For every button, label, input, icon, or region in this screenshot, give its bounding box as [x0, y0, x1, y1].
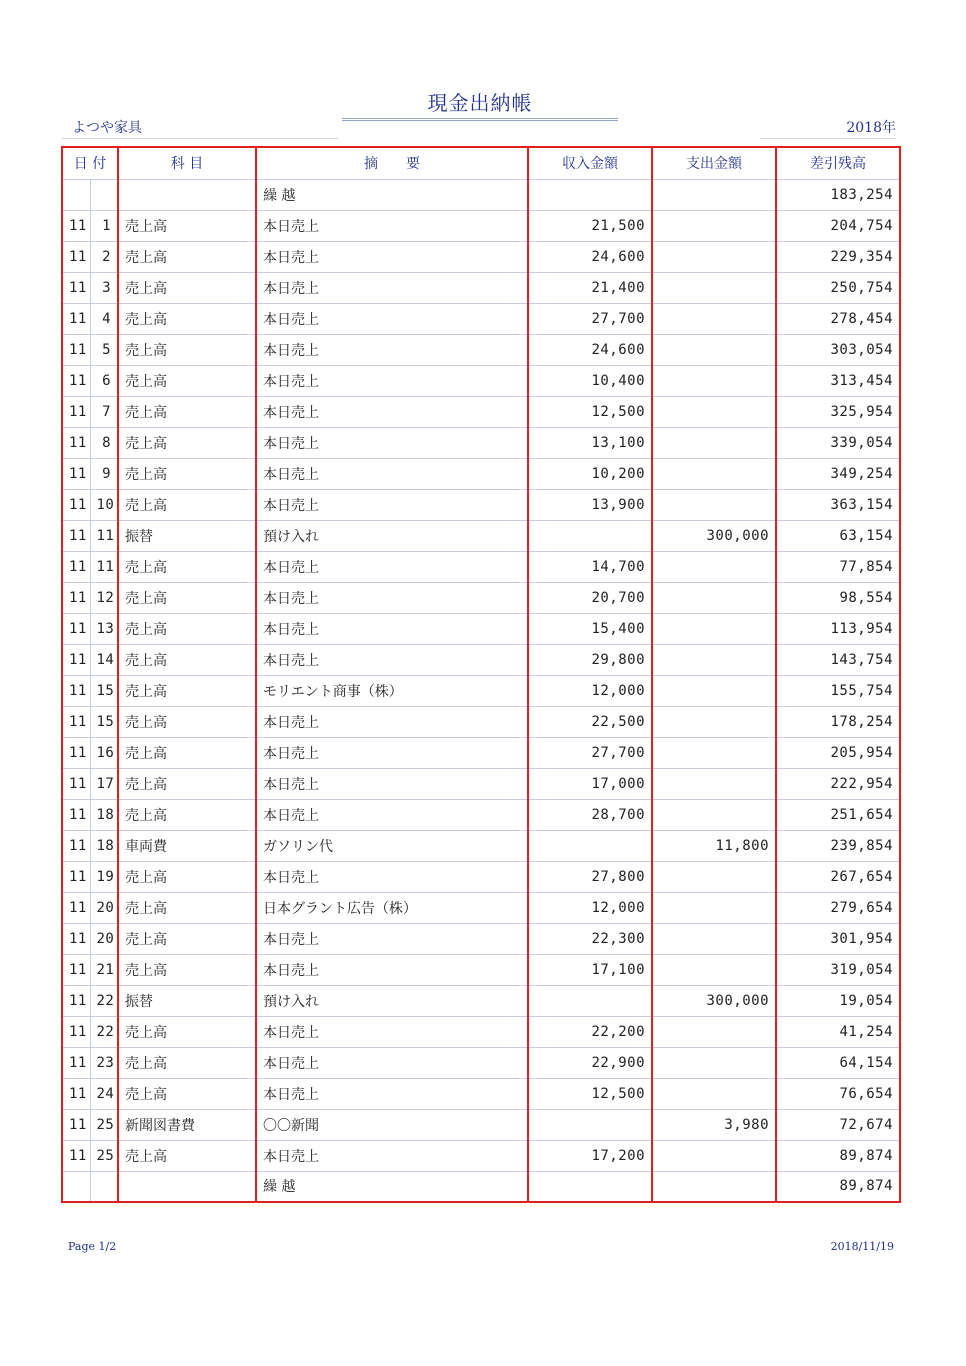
cell-summary: 本日売上: [256, 954, 528, 985]
cell-balance: 278,454: [776, 303, 900, 334]
cell-month: 11: [62, 706, 90, 737]
column-header-income: 収入金額: [528, 147, 652, 179]
cell-summary: 本日売上: [256, 613, 528, 644]
cell-balance: 98,554: [776, 582, 900, 613]
cell-month: 11: [62, 334, 90, 365]
cell-summary: 本日売上: [256, 210, 528, 241]
cell-expense: [652, 1047, 776, 1078]
cell-account: 売上高: [118, 551, 256, 582]
cell-expense: [652, 675, 776, 706]
table-row: [62, 427, 900, 458]
cell-day: [90, 179, 118, 210]
cell-account: 売上高: [118, 365, 256, 396]
cell-account: 売上高: [118, 768, 256, 799]
cell-balance: 204,754: [776, 210, 900, 241]
cell-income: 22,200: [528, 1016, 652, 1047]
cell-month: 11: [62, 985, 90, 1016]
cell-day: [90, 1171, 118, 1202]
ledger-year: 2018年: [760, 118, 896, 139]
cash-ledger-table: [61, 146, 901, 1203]
cell-account: 売上高: [118, 1047, 256, 1078]
table-row: [62, 582, 900, 613]
column-header-expense: 支出金額: [652, 147, 776, 179]
cell-month: 11: [62, 396, 90, 427]
cell-month: 11: [62, 892, 90, 923]
cell-day: 16: [90, 737, 118, 768]
column-header-summary: 摘 要: [256, 147, 528, 179]
cell-income: 10,400: [528, 365, 652, 396]
cell-summary: 本日売上: [256, 1047, 528, 1078]
cell-month: 11: [62, 861, 90, 892]
table-row: [62, 830, 900, 861]
cell-day: 12: [90, 582, 118, 613]
cell-account: 売上高: [118, 613, 256, 644]
cell-account: 売上高: [118, 1016, 256, 1047]
cell-month: 11: [62, 365, 90, 396]
table-row: [62, 923, 900, 954]
cell-expense: [652, 861, 776, 892]
cell-account: 振替: [118, 985, 256, 1016]
cell-month: 11: [62, 830, 90, 861]
cell-summary: 〇〇新聞: [256, 1109, 528, 1140]
cell-summary: 本日売上: [256, 923, 528, 954]
cell-expense: [652, 1140, 776, 1171]
cell-day: 14: [90, 644, 118, 675]
cell-summary: 本日売上: [256, 861, 528, 892]
table-row: [62, 396, 900, 427]
cell-day: 20: [90, 892, 118, 923]
cell-month: 11: [62, 799, 90, 830]
cell-expense: [652, 551, 776, 582]
cell-day: 11: [90, 520, 118, 551]
table-row: [62, 210, 900, 241]
cell-month: 11: [62, 923, 90, 954]
cell-balance: 77,854: [776, 551, 900, 582]
cell-day: 19: [90, 861, 118, 892]
cell-income: 21,400: [528, 272, 652, 303]
cell-expense: [652, 427, 776, 458]
cell-balance: 76,654: [776, 1078, 900, 1109]
cell-account: 売上高: [118, 272, 256, 303]
cell-month: 11: [62, 489, 90, 520]
cell-summary: 本日売上: [256, 768, 528, 799]
cell-account: 売上高: [118, 706, 256, 737]
cell-month: 11: [62, 272, 90, 303]
cell-day: 8: [90, 427, 118, 458]
cell-income: 14,700: [528, 551, 652, 582]
cell-day: 6: [90, 365, 118, 396]
cell-expense: 300,000: [652, 985, 776, 1016]
cell-summary: 本日売上: [256, 1078, 528, 1109]
table-row: [62, 954, 900, 985]
cell-summary: 本日売上: [256, 272, 528, 303]
cell-day: 4: [90, 303, 118, 334]
cell-balance: 313,454: [776, 365, 900, 396]
cell-account: 新聞図書費: [118, 1109, 256, 1140]
cell-day: 17: [90, 768, 118, 799]
cell-expense: [652, 396, 776, 427]
cell-expense: [652, 737, 776, 768]
table-row: [62, 985, 900, 1016]
cell-balance: 205,954: [776, 737, 900, 768]
table-row: [62, 644, 900, 675]
table-row: [62, 241, 900, 272]
cell-summary: モリエント商事（株）: [256, 675, 528, 706]
cell-account: [118, 1171, 256, 1202]
cell-expense: [652, 799, 776, 830]
cell-summary: 預け入れ: [256, 985, 528, 1016]
cell-expense: [652, 489, 776, 520]
cell-day: 25: [90, 1109, 118, 1140]
table-row: [62, 365, 900, 396]
cell-expense: 11,800: [652, 830, 776, 861]
cell-day: 20: [90, 923, 118, 954]
cell-summary: 本日売上: [256, 551, 528, 582]
cell-summary: 本日売上: [256, 241, 528, 272]
cell-income: 17,100: [528, 954, 652, 985]
cell-account: 売上高: [118, 1140, 256, 1171]
print-date: 2018/11/19: [830, 1240, 894, 1253]
cell-month: 11: [62, 582, 90, 613]
cell-income: 27,800: [528, 861, 652, 892]
cell-summary: 繰 越: [256, 179, 528, 210]
cell-expense: 3,980: [652, 1109, 776, 1140]
cell-account: 売上高: [118, 396, 256, 427]
cell-income: [528, 1109, 652, 1140]
cell-balance: 229,354: [776, 241, 900, 272]
cell-expense: [652, 613, 776, 644]
table-row: [62, 179, 900, 210]
cell-income: 12,500: [528, 1078, 652, 1109]
cell-day: 2: [90, 241, 118, 272]
cell-balance: 89,874: [776, 1171, 900, 1202]
cell-income: [528, 830, 652, 861]
cell-day: 15: [90, 675, 118, 706]
table-row: [62, 675, 900, 706]
cell-summary: 本日売上: [256, 489, 528, 520]
cell-balance: 72,674: [776, 1109, 900, 1140]
cell-summary: 本日売上: [256, 799, 528, 830]
cell-summary: 本日売上: [256, 334, 528, 365]
cell-expense: [652, 272, 776, 303]
cell-income: 21,500: [528, 210, 652, 241]
cell-expense: [652, 582, 776, 613]
table-row: [62, 1047, 900, 1078]
cell-month: 11: [62, 551, 90, 582]
cell-summary: 日本グラント広告（株）: [256, 892, 528, 923]
cell-balance: 64,154: [776, 1047, 900, 1078]
cell-expense: [652, 179, 776, 210]
cell-balance: 239,854: [776, 830, 900, 861]
cell-month: 11: [62, 954, 90, 985]
cell-income: 20,700: [528, 582, 652, 613]
header-row: [62, 147, 900, 179]
cell-month: 11: [62, 1016, 90, 1047]
table-row: [62, 520, 900, 551]
cell-account: [118, 179, 256, 210]
cell-expense: 300,000: [652, 520, 776, 551]
cell-day: 24: [90, 1078, 118, 1109]
cell-income: 27,700: [528, 303, 652, 334]
cell-expense: [652, 706, 776, 737]
cell-account: 売上高: [118, 1078, 256, 1109]
cell-income: 22,500: [528, 706, 652, 737]
cell-expense: [652, 365, 776, 396]
cell-month: 11: [62, 1109, 90, 1140]
cell-account: 売上高: [118, 923, 256, 954]
cell-balance: 222,954: [776, 768, 900, 799]
cell-expense: [652, 954, 776, 985]
cell-summary: ガソリン代: [256, 830, 528, 861]
cell-month: 11: [62, 768, 90, 799]
cell-balance: 325,954: [776, 396, 900, 427]
table-row: [62, 272, 900, 303]
cell-summary: 本日売上: [256, 644, 528, 675]
cell-account: 売上高: [118, 427, 256, 458]
cell-balance: 349,254: [776, 458, 900, 489]
table-row: [62, 1171, 900, 1202]
table-row: [62, 303, 900, 334]
table-row: [62, 768, 900, 799]
cell-balance: 339,054: [776, 427, 900, 458]
cell-income: 29,800: [528, 644, 652, 675]
cell-expense: [652, 241, 776, 272]
cell-month: 11: [62, 520, 90, 551]
table-row: [62, 1109, 900, 1140]
cell-day: 5: [90, 334, 118, 365]
cell-balance: 89,874: [776, 1140, 900, 1171]
cell-income: 13,900: [528, 489, 652, 520]
cell-income: 22,300: [528, 923, 652, 954]
cell-balance: 183,254: [776, 179, 900, 210]
cell-balance: 63,154: [776, 520, 900, 551]
cell-balance: 301,954: [776, 923, 900, 954]
cell-summary: 本日売上: [256, 458, 528, 489]
cell-income: [528, 520, 652, 551]
cell-income: 17,000: [528, 768, 652, 799]
table-row: [62, 489, 900, 520]
cell-expense: [652, 892, 776, 923]
column-header-balance: 差引残高: [776, 147, 900, 179]
cell-month: 11: [62, 644, 90, 675]
cell-summary: 本日売上: [256, 706, 528, 737]
cell-account: 振替: [118, 520, 256, 551]
cell-month: 11: [62, 737, 90, 768]
cell-income: [528, 985, 652, 1016]
cell-month: 11: [62, 1047, 90, 1078]
cell-month: 11: [62, 1078, 90, 1109]
table-row: [62, 737, 900, 768]
cell-expense: [652, 210, 776, 241]
cell-balance: 155,754: [776, 675, 900, 706]
cell-month: 11: [62, 613, 90, 644]
cell-balance: 19,054: [776, 985, 900, 1016]
cell-expense: [652, 923, 776, 954]
column-header-account: 科 目: [118, 147, 256, 179]
cell-account: 売上高: [118, 675, 256, 706]
cell-day: 21: [90, 954, 118, 985]
cell-account: 売上高: [118, 241, 256, 272]
cell-summary: 本日売上: [256, 737, 528, 768]
cell-balance: 319,054: [776, 954, 900, 985]
cell-account: 売上高: [118, 458, 256, 489]
table-row: [62, 1140, 900, 1171]
cell-income: 12,000: [528, 892, 652, 923]
cell-day: 13: [90, 613, 118, 644]
cell-income: 15,400: [528, 613, 652, 644]
cell-income: 24,600: [528, 334, 652, 365]
cell-day: 22: [90, 1016, 118, 1047]
cell-balance: 178,254: [776, 706, 900, 737]
cell-month: [62, 1171, 90, 1202]
cell-account: 売上高: [118, 334, 256, 365]
cell-expense: [652, 1171, 776, 1202]
cell-summary: 預け入れ: [256, 520, 528, 551]
cell-account: 売上高: [118, 582, 256, 613]
cell-expense: [652, 644, 776, 675]
table-row: [62, 861, 900, 892]
table-row: [62, 458, 900, 489]
cell-day: 18: [90, 830, 118, 861]
table-row: [62, 706, 900, 737]
cell-expense: [652, 768, 776, 799]
table-row: [62, 799, 900, 830]
cell-day: 9: [90, 458, 118, 489]
cell-day: 18: [90, 799, 118, 830]
cell-balance: 267,654: [776, 861, 900, 892]
table-row: [62, 892, 900, 923]
cell-balance: 251,654: [776, 799, 900, 830]
cell-expense: [652, 1016, 776, 1047]
cell-account: 売上高: [118, 954, 256, 985]
cell-income: 27,700: [528, 737, 652, 768]
cell-balance: 143,754: [776, 644, 900, 675]
cell-income: 12,000: [528, 675, 652, 706]
cell-day: 11: [90, 551, 118, 582]
cell-summary: 本日売上: [256, 396, 528, 427]
cell-month: 11: [62, 427, 90, 458]
cell-balance: 279,654: [776, 892, 900, 923]
cell-income: 17,200: [528, 1140, 652, 1171]
cell-balance: 41,254: [776, 1016, 900, 1047]
table-row: [62, 551, 900, 582]
cell-account: 車両費: [118, 830, 256, 861]
cell-month: 11: [62, 458, 90, 489]
table-row: [62, 1016, 900, 1047]
cell-month: 11: [62, 210, 90, 241]
cell-balance: 113,954: [776, 613, 900, 644]
table-row: [62, 1078, 900, 1109]
cell-expense: [652, 303, 776, 334]
cell-income: 10,200: [528, 458, 652, 489]
cell-month: 11: [62, 675, 90, 706]
cell-day: 25: [90, 1140, 118, 1171]
table-row: [62, 613, 900, 644]
column-header-date: 日 付: [62, 147, 118, 179]
cell-summary: 本日売上: [256, 427, 528, 458]
cell-account: 売上高: [118, 799, 256, 830]
cell-expense: [652, 1078, 776, 1109]
cell-day: 23: [90, 1047, 118, 1078]
cell-summary: 繰 越: [256, 1171, 528, 1202]
cell-balance: 250,754: [776, 272, 900, 303]
cell-summary: 本日売上: [256, 303, 528, 334]
cell-day: 10: [90, 489, 118, 520]
cell-day: 22: [90, 985, 118, 1016]
cell-account: 売上高: [118, 861, 256, 892]
cell-month: [62, 179, 90, 210]
cell-summary: 本日売上: [256, 365, 528, 396]
cell-income: 22,900: [528, 1047, 652, 1078]
cell-expense: [652, 334, 776, 365]
cell-month: 11: [62, 303, 90, 334]
cell-income: 12,500: [528, 396, 652, 427]
cell-account: 売上高: [118, 737, 256, 768]
cell-income: 28,700: [528, 799, 652, 830]
cell-income: 13,100: [528, 427, 652, 458]
page-number: Page 1/2: [68, 1240, 117, 1253]
page-title: 現金出納帳: [342, 88, 618, 121]
cell-summary: 本日売上: [256, 1016, 528, 1047]
cell-account: 売上高: [118, 303, 256, 334]
cell-income: [528, 1171, 652, 1202]
cell-income: 24,600: [528, 241, 652, 272]
cell-balance: 303,054: [776, 334, 900, 365]
cell-balance: 363,154: [776, 489, 900, 520]
cell-month: 11: [62, 1140, 90, 1171]
cell-account: 売上高: [118, 892, 256, 923]
cell-day: 7: [90, 396, 118, 427]
table-row: [62, 334, 900, 365]
company-name: よつや家具: [62, 118, 338, 139]
cell-account: 売上高: [118, 644, 256, 675]
cell-income: [528, 179, 652, 210]
cell-day: 15: [90, 706, 118, 737]
cell-summary: 本日売上: [256, 1140, 528, 1171]
cell-account: 売上高: [118, 210, 256, 241]
cell-day: 1: [90, 210, 118, 241]
cell-month: 11: [62, 241, 90, 272]
cell-summary: 本日売上: [256, 582, 528, 613]
cell-account: 売上高: [118, 489, 256, 520]
cell-day: 3: [90, 272, 118, 303]
cell-expense: [652, 458, 776, 489]
